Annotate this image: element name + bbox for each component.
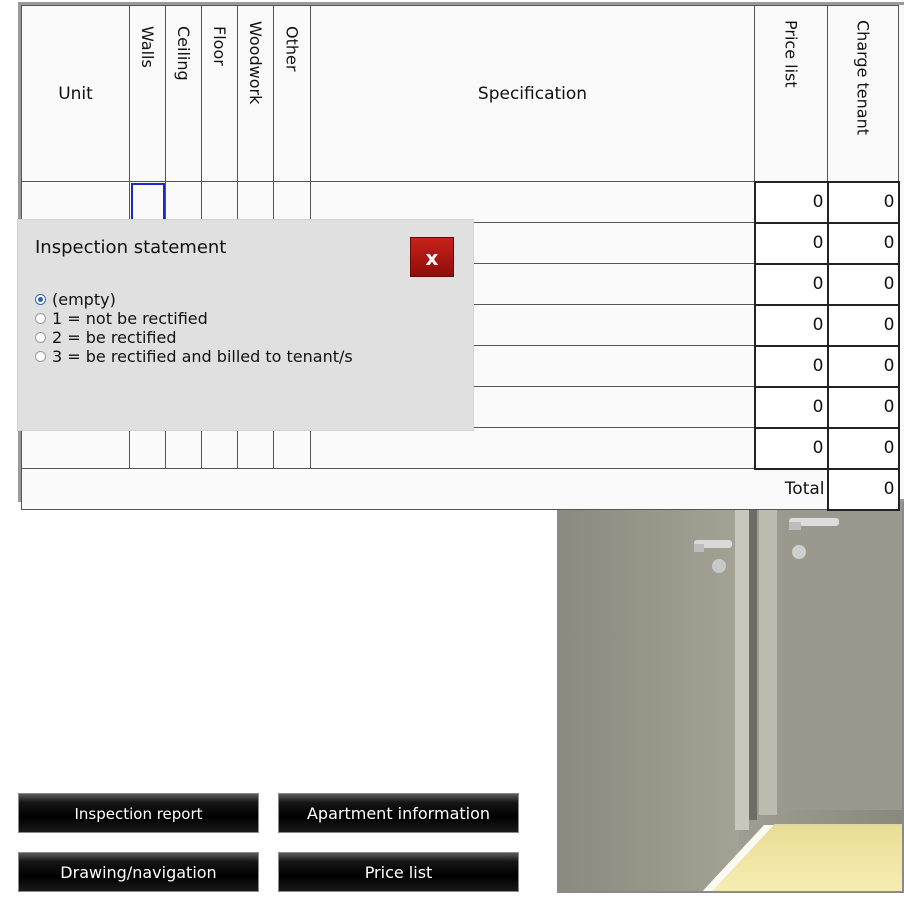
- header-specification: Specification: [311, 6, 755, 182]
- radio-icon[interactable]: [35, 351, 46, 362]
- header-unit: Unit: [22, 6, 130, 182]
- total-row: [22, 469, 899, 510]
- room-3d-view[interactable]: [557, 498, 904, 893]
- woodwork-cell[interactable]: [238, 182, 274, 223]
- charge-cell[interactable]: 0: [828, 428, 899, 469]
- price-cell[interactable]: 0: [755, 305, 828, 346]
- header-floor: Floor: [202, 6, 238, 182]
- unit-cell[interactable]: [22, 428, 130, 469]
- room-scene: [559, 500, 904, 893]
- specification-cell[interactable]: [311, 428, 755, 469]
- header-price-list: Price list: [755, 6, 828, 182]
- radio-icon[interactable]: [35, 313, 46, 324]
- price-cell[interactable]: 0: [755, 428, 828, 469]
- header-charge-tenant: Charge tenant: [828, 6, 899, 182]
- price-cell[interactable]: 0: [755, 223, 828, 264]
- total-value: 0: [828, 469, 899, 510]
- ceiling-cell[interactable]: [166, 428, 202, 469]
- other-cell[interactable]: [274, 428, 311, 469]
- header-ceiling: Ceiling: [166, 6, 202, 182]
- radio-label: 1 = not be rectified: [52, 309, 208, 328]
- radio-option-2[interactable]: [35, 328, 353, 347]
- header-walls: Walls: [130, 6, 166, 182]
- price-cell[interactable]: 0: [755, 182, 828, 223]
- inspection-statement-popup: [18, 220, 473, 430]
- radio-label: (empty): [52, 290, 116, 309]
- statement-radio-group: [35, 290, 353, 366]
- charge-cell[interactable]: 0: [828, 387, 899, 428]
- drawing-navigation-button[interactable]: Drawing/navigation: [18, 852, 259, 892]
- apartment-information-button[interactable]: Apartment information: [278, 793, 519, 833]
- price-cell[interactable]: 0: [755, 264, 828, 305]
- woodwork-cell[interactable]: [238, 428, 274, 469]
- charge-cell[interactable]: 0: [828, 264, 899, 305]
- header-woodwork: Woodwork: [238, 6, 274, 182]
- close-icon: x: [425, 246, 439, 270]
- popup-title: Inspection statement: [35, 237, 227, 258]
- radio-label: 3 = be rectified and billed to tenant/s: [52, 347, 353, 366]
- charge-cell[interactable]: 0: [828, 305, 899, 346]
- table-header-row: [22, 6, 899, 182]
- table-row: [22, 428, 899, 469]
- radio-option-3[interactable]: [35, 347, 353, 366]
- close-button[interactable]: [410, 237, 454, 277]
- radio-icon[interactable]: [35, 332, 46, 343]
- table-row: [22, 182, 899, 223]
- price-cell[interactable]: 0: [755, 387, 828, 428]
- floor-cell[interactable]: [202, 428, 238, 469]
- inspection-report-button[interactable]: Inspection report: [18, 793, 259, 833]
- charge-cell[interactable]: 0: [828, 182, 899, 223]
- radio-option-1[interactable]: [35, 309, 353, 328]
- radio-option-empty[interactable]: [35, 290, 353, 309]
- header-other: Other: [274, 6, 311, 182]
- walls-cell-selected[interactable]: [130, 182, 166, 223]
- unit-cell[interactable]: [22, 182, 130, 223]
- other-cell[interactable]: [274, 182, 311, 223]
- walls-cell[interactable]: [130, 428, 166, 469]
- total-label: Total: [22, 469, 828, 510]
- radio-label: 2 = be rectified: [52, 328, 177, 347]
- charge-cell[interactable]: 0: [828, 346, 899, 387]
- floor-cell[interactable]: [202, 182, 238, 223]
- charge-cell[interactable]: 0: [828, 223, 899, 264]
- price-cell[interactable]: 0: [755, 346, 828, 387]
- specification-cell[interactable]: [311, 182, 755, 223]
- radio-icon-selected[interactable]: [35, 294, 46, 305]
- ceiling-cell[interactable]: [166, 182, 202, 223]
- price-list-button[interactable]: Price list: [278, 852, 519, 892]
